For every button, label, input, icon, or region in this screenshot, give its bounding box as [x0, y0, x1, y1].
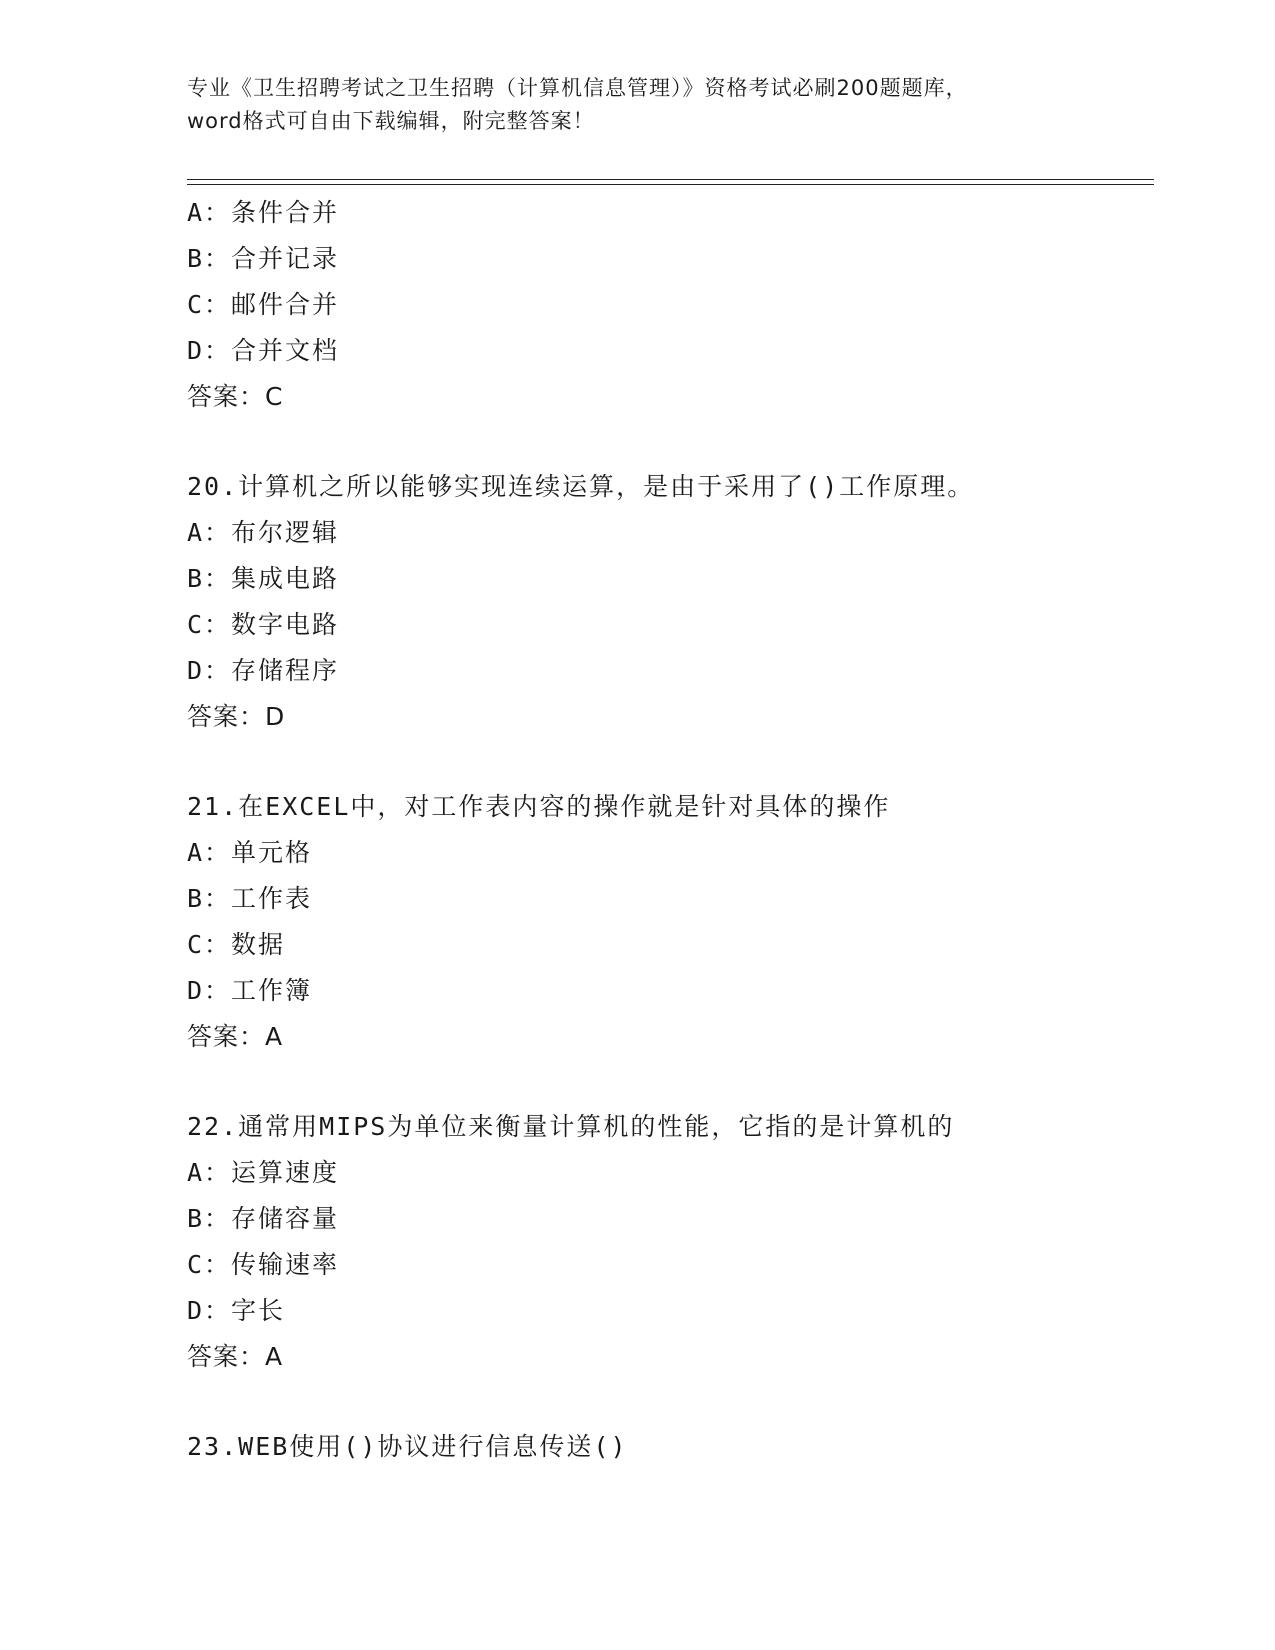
question-stem: 21.在EXCEL中，对工作表内容的操作就是针对具体的操作 — [187, 792, 891, 821]
option-d: D：合并文档 — [187, 336, 340, 365]
option-d: D：字长 — [187, 1296, 286, 1325]
spacer — [187, 740, 1147, 784]
option-b: B：合并记录 — [187, 244, 340, 273]
option-d: D：存储程序 — [187, 656, 340, 685]
answer-line: 答案：D — [187, 702, 286, 731]
question-block-23 — [187, 1424, 1147, 1470]
option-a: A：运算速度 — [187, 1158, 340, 1187]
answer-line: 答案：A — [187, 1342, 284, 1371]
spacer — [187, 420, 1147, 464]
option-d: D：工作簿 — [187, 976, 313, 1005]
answer-line: 答案：C — [187, 382, 284, 411]
question-stem: 23.WEB使用()协议进行信息传送() — [187, 1432, 628, 1461]
option-c: C：传输速率 — [187, 1250, 340, 1279]
question-block-20 — [187, 464, 1147, 740]
document-header — [187, 72, 1087, 138]
option-b: B：集成电路 — [187, 564, 340, 593]
option-a: A：布尔逻辑 — [187, 518, 340, 547]
question-block-21 — [187, 784, 1147, 1060]
option-b: B：存储容量 — [187, 1204, 340, 1233]
question-block-19 — [187, 190, 1147, 420]
header-line-1: 专业《卫生招聘考试之卫生招聘（计算机信息管理）》资格考试必刷200题题库， — [187, 76, 968, 100]
question-stem: 22.通常用MIPS为单位来衡量计算机的性能，它指的是计算机的 — [187, 1112, 955, 1141]
header-divider-top — [187, 179, 1154, 180]
question-list — [187, 190, 1147, 1470]
question-block-22 — [187, 1104, 1147, 1380]
option-a: A：条件合并 — [187, 198, 340, 227]
option-c: C：数据 — [187, 930, 286, 959]
answer-line: 答案：A — [187, 1022, 284, 1051]
option-c: C：邮件合并 — [187, 290, 340, 319]
option-a: A：单元格 — [187, 838, 313, 867]
question-stem: 20.计算机之所以能够实现连续运算，是由于采用了()工作原理。 — [187, 472, 975, 501]
header-line-2: word格式可自由下载编辑，附完整答案！ — [187, 109, 595, 133]
option-b: B：工作表 — [187, 884, 313, 913]
spacer — [187, 1380, 1147, 1424]
option-c: C：数字电路 — [187, 610, 340, 639]
header-divider-bottom — [187, 184, 1154, 185]
spacer — [187, 1060, 1147, 1104]
